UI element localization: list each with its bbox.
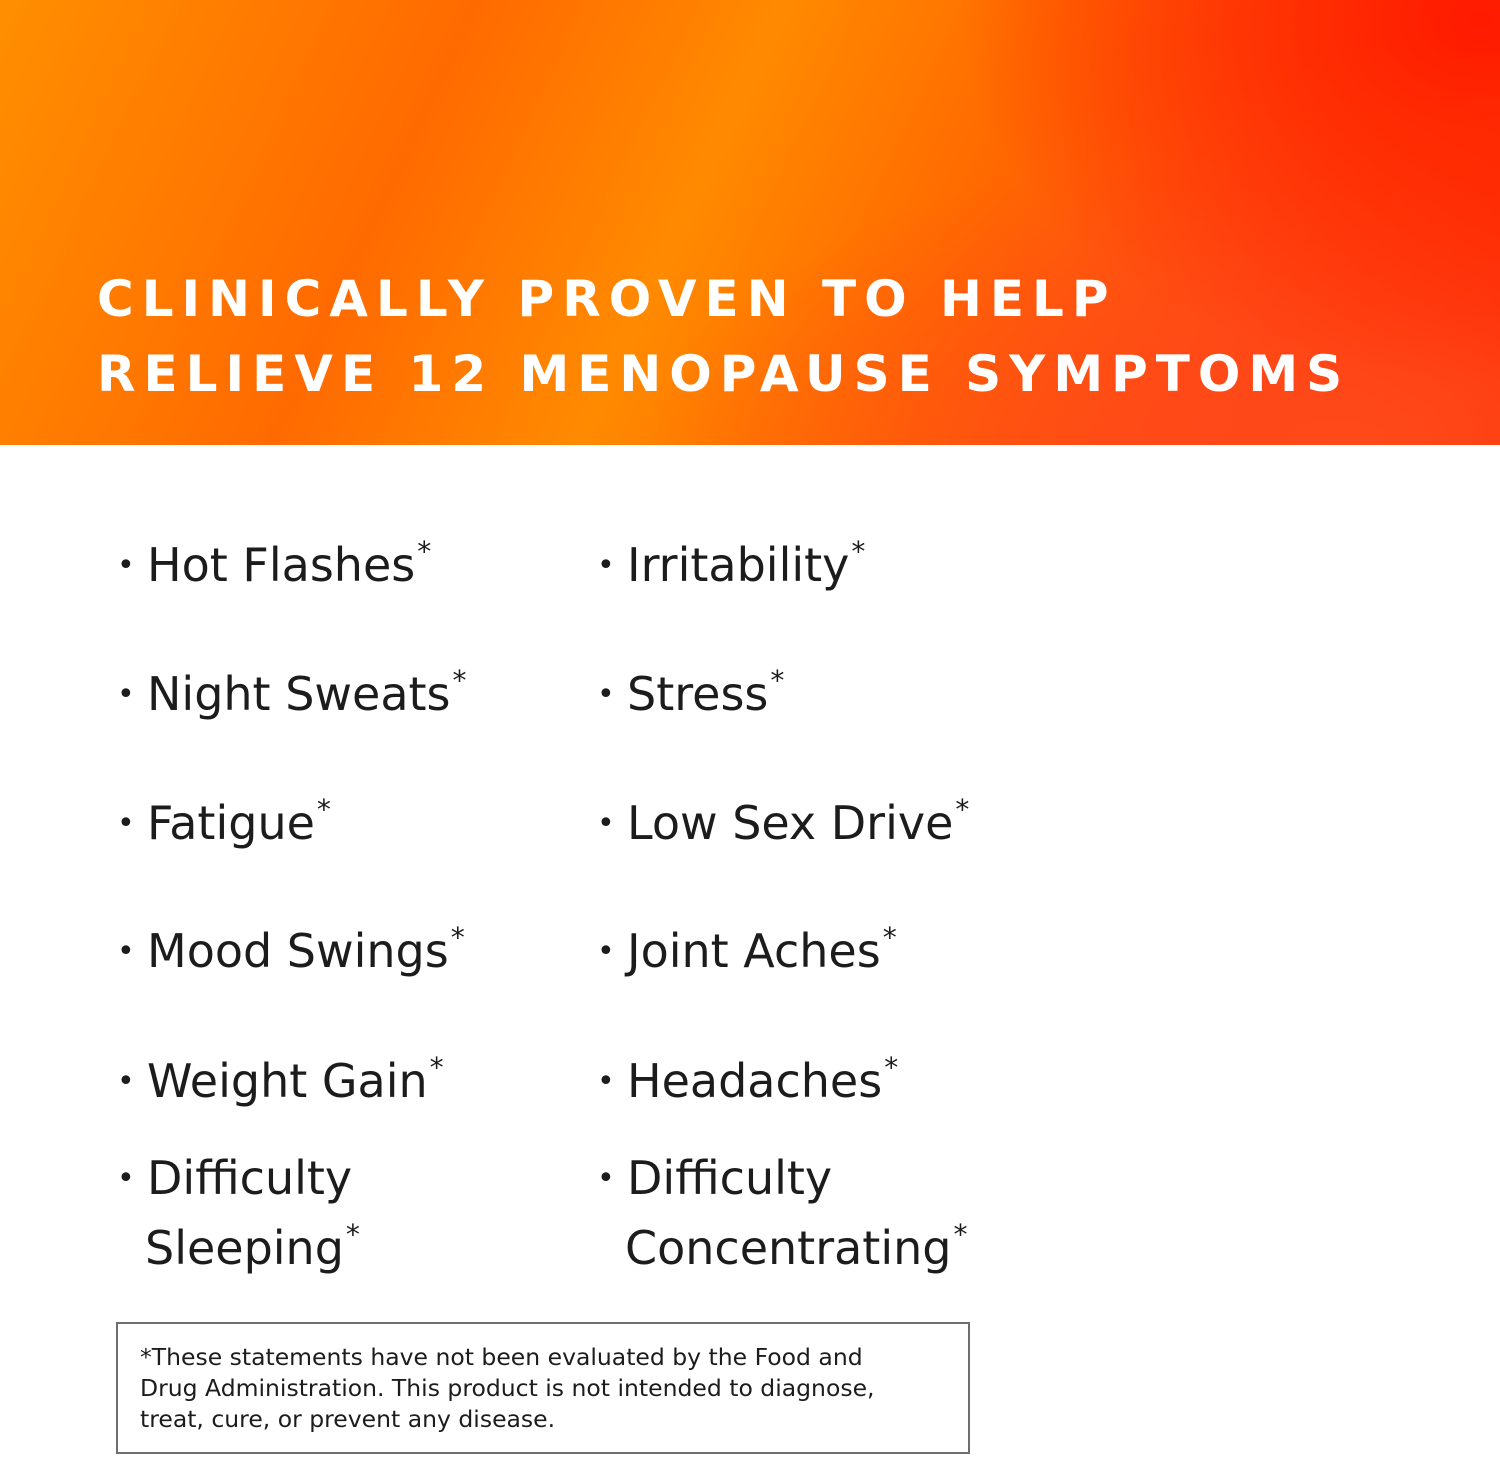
bullet-icon: • [117, 1161, 135, 1196]
symptom-night-sweats [117, 653, 467, 723]
symptom-headaches [597, 1040, 898, 1110]
asterisk-mark: * [429, 1051, 444, 1084]
header-banner [0, 0, 1500, 445]
asterisk-mark: * [770, 664, 785, 697]
asterisk-mark: * [955, 793, 970, 826]
bullet-icon: • [597, 934, 615, 969]
symptom-label-line-2: Sleeping [145, 1221, 344, 1275]
symptom-fatigue [117, 782, 331, 852]
asterisk-mark: * [884, 1051, 899, 1084]
bullet-icon: • [597, 1064, 615, 1099]
asterisk-mark: * [450, 921, 465, 954]
bullet-icon: • [597, 806, 615, 841]
symptom-label: Joint Aches [627, 924, 881, 978]
symptom-label: Night Sweats [147, 667, 451, 721]
asterisk-mark: * [417, 535, 432, 568]
symptom-label: Stress [627, 667, 769, 721]
bullet-icon: • [117, 1064, 135, 1099]
symptom-difficulty-concentrating [597, 1150, 967, 1276]
symptom-label-line-2: Concentrating [625, 1221, 952, 1275]
asterisk-mark: * [953, 1218, 968, 1251]
asterisk-mark: * [316, 793, 331, 826]
symptom-hot-flashes [117, 524, 431, 594]
symptom-label-line-1: Difficulty [627, 1151, 833, 1205]
symptom-weight-gain [117, 1040, 444, 1110]
symptom-irritability [597, 524, 865, 594]
symptom-label: Hot Flashes [147, 538, 416, 592]
disclaimer-line-2: Drug Administration. This product is not intended to diagnose, [140, 1374, 875, 1402]
asterisk-mark: * [851, 535, 866, 568]
headline [97, 262, 1350, 412]
symptom-mood-swings [117, 910, 465, 980]
bullet-icon: • [117, 806, 135, 841]
symptom-label: Mood Swings [147, 924, 449, 978]
asterisk-mark: * [882, 921, 897, 954]
symptom-label: Fatigue [147, 796, 315, 850]
bullet-icon: • [597, 548, 615, 583]
asterisk-mark: * [452, 664, 467, 697]
headline-line-1: CLINICALLY PROVEN TO HELP [97, 270, 1117, 328]
asterisk-mark: * [345, 1218, 360, 1251]
fda-disclaimer [116, 1322, 970, 1454]
symptom-stress [597, 653, 784, 723]
disclaimer-line-3: treat, cure, or prevent any disease. [140, 1405, 556, 1433]
disclaimer-line-1: *These statements have not been evaluated by the Food and [140, 1343, 863, 1371]
symptom-label: Headaches [627, 1054, 883, 1108]
bullet-icon: • [597, 1161, 615, 1196]
symptom-low-sex-drive [597, 782, 969, 852]
symptom-label: Weight Gain [147, 1054, 428, 1108]
bullet-icon: • [597, 677, 615, 712]
bullet-icon: • [117, 934, 135, 969]
headline-line-2: RELIEVE 12 MENOPAUSE SYMPTOMS [97, 345, 1351, 403]
bullet-icon: • [117, 677, 135, 712]
symptom-difficulty-sleeping [117, 1150, 360, 1276]
symptom-label: Low Sex Drive [627, 796, 954, 850]
symptom-joint-aches [597, 910, 897, 980]
symptom-label-line-1: Difficulty [147, 1151, 353, 1205]
bullet-icon: • [117, 548, 135, 583]
symptom-label: Irritability [627, 538, 850, 592]
